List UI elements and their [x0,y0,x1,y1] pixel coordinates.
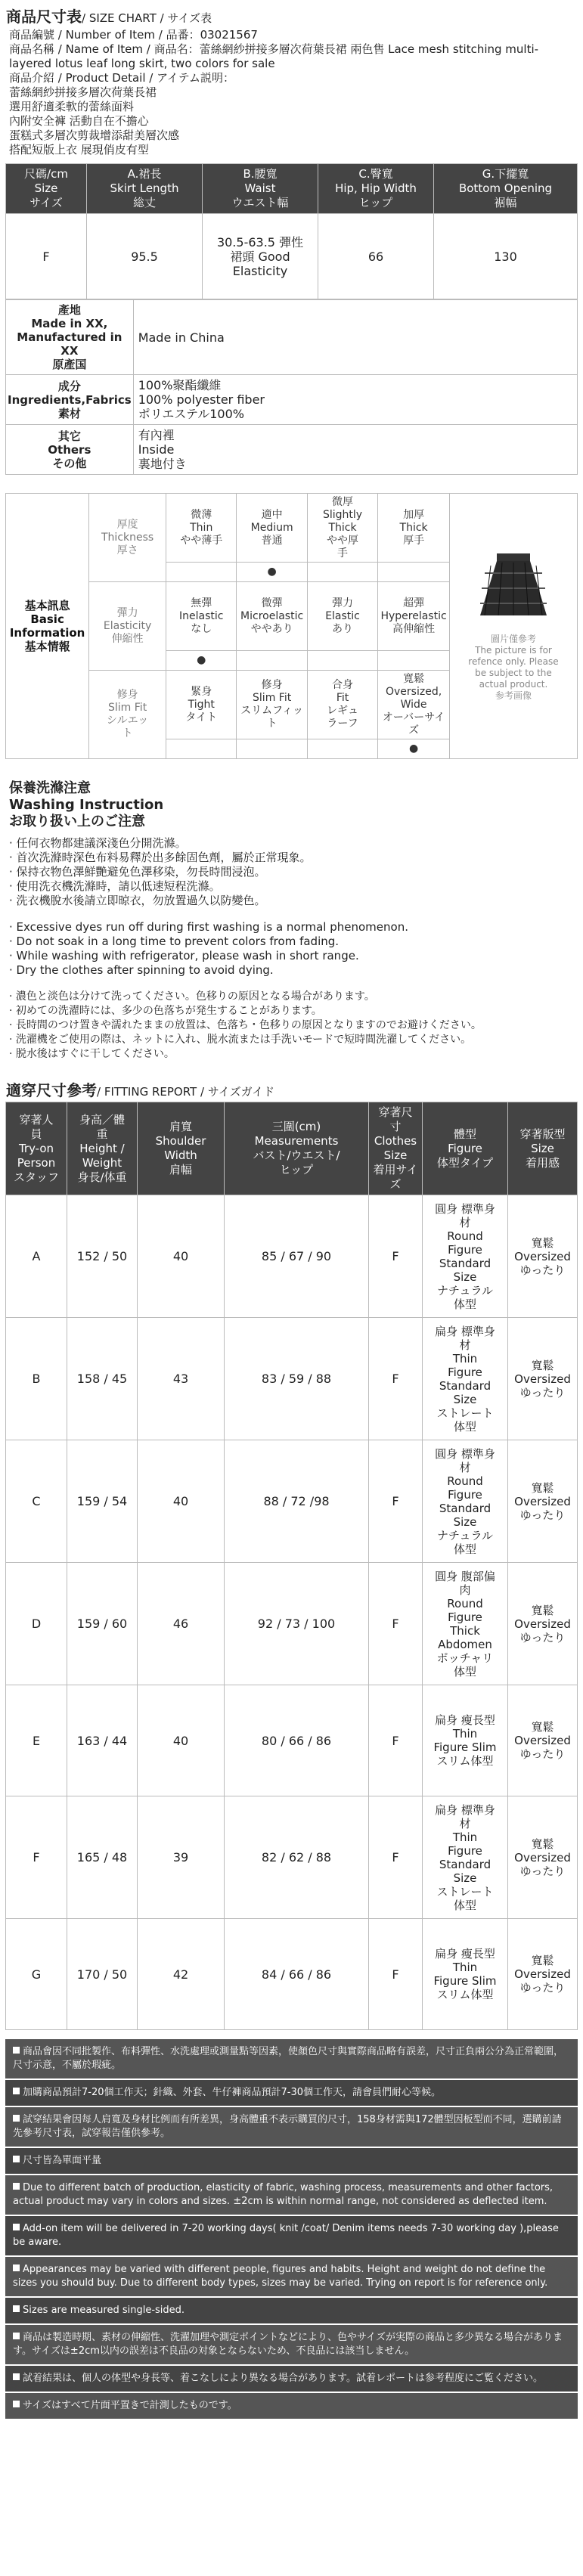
shoulder-width: 40 [138,1195,225,1318]
square-bullet-icon [13,2401,20,2407]
option-thick: 加厚 Thick 厚手 [378,494,450,563]
fit-type: 寬鬆 Oversized ゆったり [508,1685,578,1796]
square-bullet-icon [13,2047,20,2054]
washing-jp: · 濃色と淡色は分けて洗ってください。色移りの原因となる場合があります。 · 初めての洗濯時には、多少の色落ちが発生することがあります。 · 長時間のつけ置きや濡れたままの放置は、色落ち・色移りの原因となりますのでお避けください。 · 洗濯機をご使用の際は、ネットに入れ、脱水流または手洗いモードで短時間洗濯してください。 · 脱水後はすぐに干してください。 [9,990,482,1060]
table-row [6,1563,578,1685]
product-detail-line: 蛋糕式多層次剪裁增添甜美層次感 [9,129,180,142]
table-row [6,1440,578,1563]
note-item: 加購商品預計7-20個工作天；針織、外套、牛仔褲商品預計7-30個工作天，請會員們耐心等候。 [5,2080,578,2106]
square-bullet-icon [13,2183,20,2190]
note-item: サイズはすべて片面平置きで計測したものです。 [5,2393,578,2419]
origin-value: Made in China [133,300,577,375]
square-bullet-icon [13,2264,20,2271]
product-detail-line: 內附安全褲 活動自在不擔心 [9,114,149,128]
figure-type: 扁身 標準身 材 Thin Figure Standard Size ストレート 体型 [423,1318,508,1440]
note-item: 商品は製造時期、素材の伸縮性、洗濯加理や測定ポイントなどにより、色やサイズが実際の商品と多少異なる場合があります。サイズは±2cm以内の誤差は不良品の対象とならないため、不良品には該当しません。 [5,2325,578,2364]
thickness-label: 厚度 Thickness 厚さ [89,494,166,582]
elasticity-label: 彈力 Elasticity 伸縮性 [89,582,166,671]
figure-type: 扁身 瘦長型 Thin Figure Slim スリム体型 [423,1919,508,2030]
figure-type: 圓身 標準身 材 Round Figure Standard Size ナチュラル 体型 [423,1440,508,1563]
washing-en: · Excessive dyes run off during first washing is a normal phenomenon. · Do not soak in a long time to prevent colors from fading. · While washing with refrigerator, please wash in short range. · Dry the clothes after spinning to avoid dying. [9,920,408,977]
table-row [6,1195,578,1318]
slim-fit-label: 修身 Slim Fit シルエッ ト [89,671,166,759]
spacer [0,475,583,493]
header-person: 穿著人 員 Try-on Person スタッフ [6,1102,67,1195]
bottom-opening-value: 130 [434,214,578,299]
figure-type: 圓身 標準身 材 Round Figure Standard Size ナチュラル 体型 [423,1195,508,1318]
header-shoulder: 肩寬 Shoulder Width 肩幅 [138,1102,225,1195]
square-bullet-icon [13,2088,20,2094]
header-bottom-opening: G.下擺寬 Bottom Opening 裾幅 [434,164,578,214]
product-detail-line: 搭配短版上衣 展現俏皮有型 [9,143,149,157]
option-fit: 合身 Fit レギュ ラーフ [307,671,377,739]
try-on-person: D [6,1563,67,1685]
clothes-size: F [369,1195,423,1318]
shoulder-width: 42 [138,1919,225,2030]
clothes-size: F [369,1796,423,1919]
try-on-person: B [6,1318,67,1440]
try-on-person: A [6,1195,67,1318]
waist-value: 30.5-63.5 彈性裙頭 Good Elasticity [203,214,318,299]
size-value: F [6,214,87,299]
shoulder-width: 43 [138,1318,225,1440]
fitting-title: 適穿尺寸參考/ FITTING REPORT / サイズガイド [6,1081,275,1099]
origin-row [6,300,578,375]
origin-key: 產地 Made in XX, Manufactured in XX 原產国 [6,300,134,375]
header-height-weight: 身高／體 重 Height / Weight 身長/体重 [67,1102,138,1195]
fit-type: 寬鬆 Oversized ゆったり [508,1563,578,1685]
others-value: 有內裡 Inside 裏地付き [133,425,577,475]
product-picture: 圖片僅參考 The picture is for refence only. Please be subject to the actual product. 参考画像 [449,494,577,759]
shoulder-width: 46 [138,1563,225,1685]
height-weight: 152 / 50 [67,1195,138,1318]
header-figure: 體型 Figure 体型タイプ [423,1102,508,1195]
header-skirt-length: A.裙長 Skirt Length 総丈 [87,164,203,214]
product-info [0,28,583,163]
header-hip: C.臀寬 Hip, Hip Width ヒップ [318,164,434,214]
item-name: 商品名稱 / Name of Item / 商品名：蕾絲網紗拼接多層次荷葉長裙 兩色售 Lace mesh stitching multi-layered lotus leaf long skirt, two colors for sale [9,42,539,70]
washing-zh: · 任何衣物都建議深淺色分開洗滌。 · 首次洗滌時深色布料易釋於出多餘固色劑，屬於正常現象。 · 保持衣物色澤鮮艷避免色澤移染，勿長時間浸泡。 · 使用洗衣機洗滌時，請以低速短程洗滌。 · 洗衣機脫水後請立即晾衣，勿放置過久以防變色。 [9,836,312,907]
measurements: 82 / 62 / 88 [225,1796,369,1919]
figure-type: 圓身 腹部偏 肉 Round Figure Thick Abdomen ポッチャリ 体型 [423,1563,508,1685]
basic-info-label: 基本訊息 Basic Information 基本情報 [6,494,89,759]
header-waist: B.腰寬 Waist ウエスト幅 [203,164,318,214]
fabric-row [6,375,578,425]
square-bullet-icon [13,2156,20,2162]
square-bullet-icon [13,2224,20,2230]
clothes-size: F [369,1563,423,1685]
table-row [6,1685,578,1796]
option-medium: 適中 Medium 普通 [237,494,307,563]
fitting-header [6,1102,578,1195]
option-elastic: 彈力 Elastic あり [307,582,377,651]
height-weight: 159 / 54 [67,1440,138,1563]
option-oversized: 寬鬆 Oversized, Wide オーバーサイ ズ [378,671,450,739]
selected-dot: ● [237,563,307,582]
fabric-key: 成分 Ingredients,Fabrics 素材 [6,375,134,425]
option-slightly-thick: 微厚 Slightly Thick やや厚 手 [307,494,377,563]
spacer [0,759,583,780]
option-inelastic: 無彈 Inelastic なし [166,582,237,651]
try-on-person: E [6,1685,67,1796]
table-row [6,1796,578,1919]
clothes-size: F [369,1685,423,1796]
square-bullet-icon [13,2373,20,2380]
others-key: 其它 Others その他 [6,425,134,475]
measurements: 85 / 67 / 90 [225,1195,369,1318]
note-item: 試穿結果會因每人肩寬及身材比例而有所差異，身高體重不表示購買的尺寸，158身材需與172體型因板型而不同，選購前請先參考尺寸表，試穿報告僅供參考。 [5,2107,578,2147]
height-weight: 159 / 60 [67,1563,138,1685]
item-number: 商品編號 / Number of Item / 品番：03021567 [9,28,258,42]
hip-value: 66 [318,214,434,299]
notes-list [5,2039,578,2419]
height-weight: 158 / 45 [67,1318,138,1440]
option-hyperelastic: 超彈 Hyperelastic 高伸縮性 [378,582,450,651]
try-on-person: C [6,1440,67,1563]
square-bullet-icon [13,2333,20,2339]
skirt-length-value: 95.5 [87,214,203,299]
fit-type: 寬鬆 Oversized ゆったり [508,1919,578,2030]
note-item: 商品會因不同批製作、布料彈性、水洗處理或測量點等因素，使顏色尺寸與實際商品略有誤差，尺寸正負兩公分為正常範圍，尺寸示意，不屬於瑕疵。 [5,2039,578,2078]
material-table [5,493,578,759]
height-weight: 170 / 50 [67,1919,138,2030]
try-on-person: G [6,1919,67,2030]
header-fit: 穿著版型 Size 着用感 [508,1102,578,1195]
table-row [6,1919,578,2030]
measurements: 80 / 66 / 86 [225,1685,369,1796]
figure-type: 扁身 瘦長型 Thin Figure Slim スリム体型 [423,1685,508,1796]
shoulder-width: 40 [138,1685,225,1796]
selected-dot: ● [378,739,450,759]
product-detail-line: 選用舒適柔軟的蕾絲面料 [9,100,135,113]
table-row [6,214,578,299]
option-slim-fit: 修身 Slim Fit スリムフィッ ト [237,671,307,739]
fit-type: 寬鬆 Oversized ゆったり [508,1440,578,1563]
header-measurements: 三圍(cm) Measurements バスト/ウエスト/ ヒップ [225,1102,369,1195]
note-item: Due to different batch of production, elasticity of fabric, washing process, measurements and other factors, actual product may vary in colors and sizes. ±2cm is within normal range, not considered as deflected item. [5,2175,578,2215]
size-chart-title: 商品尺寸表/ SIZE CHART / サイズ表 [6,8,212,26]
fit-type: 寬鬆 Oversized ゆったり [508,1318,578,1440]
clothes-size: F [369,1919,423,2030]
skirt-icon [468,550,559,623]
note-item: Sizes are measured single-sided. [5,2298,578,2323]
table-row [6,1318,578,1440]
square-bullet-icon [13,2115,20,2122]
fit-type: 寬鬆 Oversized ゆったり [508,1195,578,1318]
note-item: Appearances may be varied with different people, figures and habits. Height and weight do not define the sizes you should buy. Due to different body types, sizes may be varied. Trying on report is for reference only. [5,2257,578,2296]
measurements: 84 / 66 / 86 [225,1919,369,2030]
option-thin: 微薄 Thin やや薄手 [166,494,237,563]
washing-title: 保養洗滌注意 Washing Instruction お取り扱い上のご注意 [9,780,164,829]
height-weight: 163 / 44 [67,1685,138,1796]
height-weight: 165 / 48 [67,1796,138,1919]
product-detail-label: 商品介紹 / Product Detail / アイテム説明： [9,71,234,85]
try-on-person: F [6,1796,67,1919]
measurements: 83 / 59 / 88 [225,1318,369,1440]
detail-table [5,299,578,475]
clothes-size: F [369,1440,423,1563]
shoulder-width: 40 [138,1440,225,1563]
header-clothes-size: 穿著尺 寸 Clothes Size 着用サイ ズ [369,1102,423,1195]
size-table-header [6,164,578,214]
note-item: 試着結果は、個人の体型や身長等、着こなしにより異なる場合があります。試着レポートは参考程度にご覧ください。 [5,2366,578,2392]
measurements: 92 / 73 / 100 [225,1563,369,1685]
washing-section [0,780,583,1062]
fit-type: 寬鬆 Oversized ゆったり [508,1796,578,1919]
shoulder-width: 39 [138,1796,225,1919]
note-item: 尺寸皆為單面平量 [5,2148,578,2174]
header-size: 尺碼/cm Size サイズ [6,164,87,214]
clothes-size: F [369,1318,423,1440]
note-item: Add-on item will be delivered in 7-20 working days( knit /coat/ Denim items needs 7-30 working day ),please be aware. [5,2216,578,2255]
selected-dot: ● [166,651,237,671]
measurements: 88 / 72 /98 [225,1440,369,1563]
product-detail-line: 蕾絲網紗拼接多層次荷葉長裙 [9,85,157,99]
others-row [6,425,578,475]
square-bullet-icon [13,2305,20,2312]
fabric-value: 100%聚酯纖維 100% polyester fiber ポリエステル100% [133,375,577,425]
fitting-table [5,1102,578,2030]
option-microelastic: 微彈 Microelastic ややあり [237,582,307,651]
option-tight: 緊身 Tight タイト [166,671,237,739]
size-table [5,163,578,299]
figure-type: 扁身 標準身 材 Thin Figure Standard Size ストレート 体型 [423,1796,508,1919]
